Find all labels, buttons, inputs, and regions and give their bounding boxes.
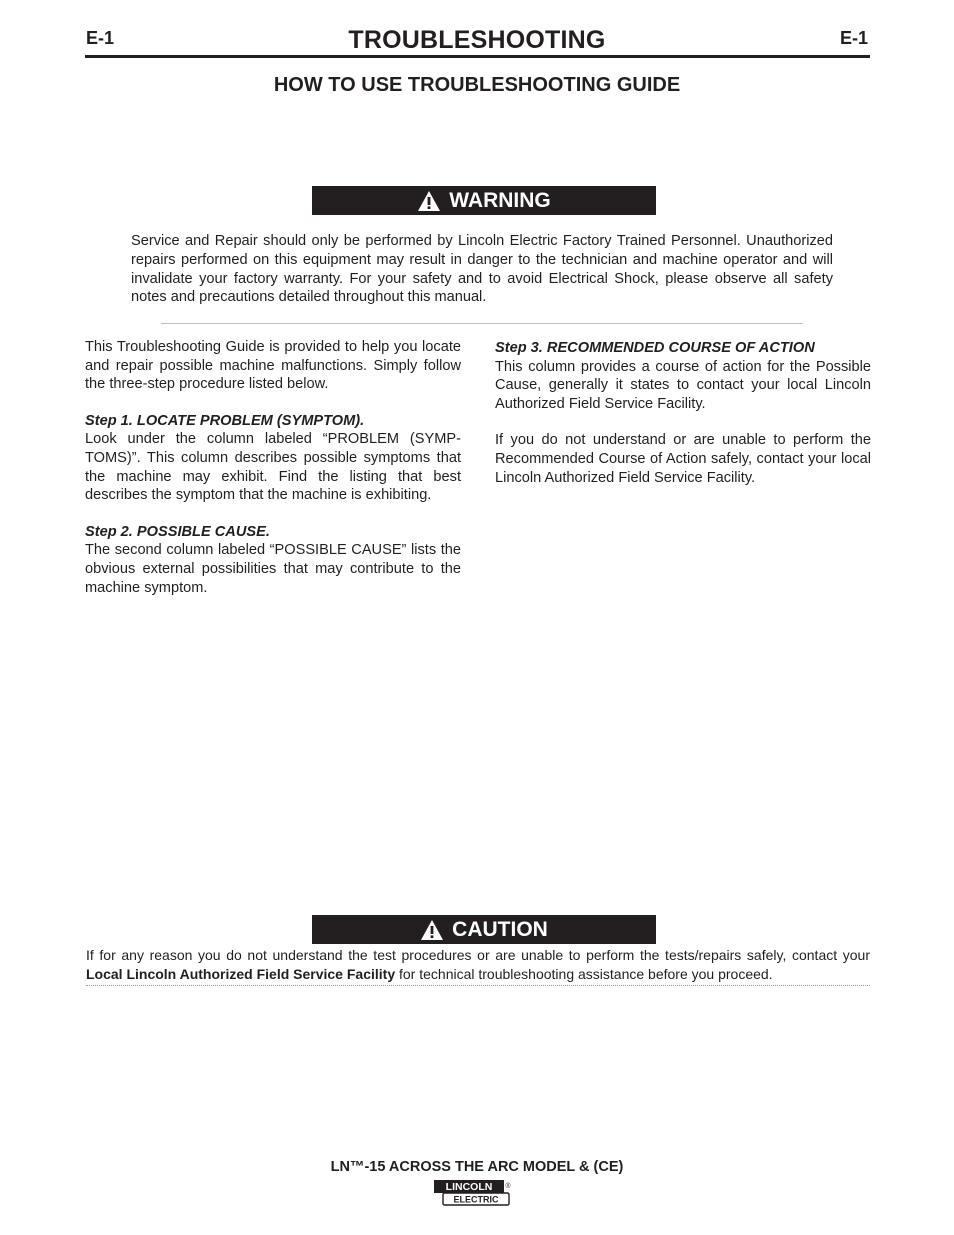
footer-model: LN™-15 ACROSS THE ARC MODEL & (CE) bbox=[330, 1159, 624, 1175]
caution-text-bold: Local Lincoln Authorized Field Service Facility bbox=[86, 966, 396, 982]
lincoln-electric-logo bbox=[433, 1179, 513, 1207]
step-1-body: Look under the column labeled “PROBLEM (SYMP-TOMS)”. This column describes possible symptoms that the machine may exhibit. Find the listing that best describes the symptom that the machine is exhibiting. bbox=[85, 431, 461, 504]
caution-label: CAUTION bbox=[452, 917, 548, 941]
step-2-heading: Step 2. POSSIBLE CAUSE. bbox=[85, 523, 270, 540]
step-3-note: If you do not understand or are unable to perform the Recommended Course of Action safely, contact your local Lincoln Authorized Field Service Facility. bbox=[495, 432, 871, 486]
warning-triangle-icon bbox=[420, 919, 444, 941]
step-3-heading: Step 3. RECOMMENDED COURSE OF ACTION bbox=[495, 340, 815, 356]
page-title: TROUBLESHOOTING bbox=[348, 26, 606, 54]
caution-dotted-rule bbox=[86, 985, 870, 986]
caution-text-after: for technical troubleshooting assistance before you proceed. bbox=[395, 966, 773, 982]
step-1-heading: Step 1. LOCATE PROBLEM (SYMPTOM). bbox=[85, 412, 365, 429]
left-column bbox=[85, 338, 461, 597]
right-column bbox=[495, 339, 871, 487]
warning-banner bbox=[312, 186, 656, 215]
section-divider bbox=[161, 323, 803, 324]
logo-registered-mark: ® bbox=[505, 1183, 511, 1190]
caution-banner bbox=[312, 915, 656, 944]
caution-text bbox=[86, 946, 870, 984]
warning-label: WARNING bbox=[449, 188, 551, 212]
logo-bottom-text: ELECTRIC bbox=[453, 1194, 499, 1205]
warning-triangle-icon bbox=[417, 190, 441, 212]
page-number-right: E-1 bbox=[839, 28, 868, 48]
step-3-body: This column provides a course of action for the Possible Cause, generally it states to contact your local Lincoln Authorized Field Service Facility. bbox=[495, 358, 871, 412]
intro-paragraph: This Troubleshooting Guide is provided to help you locate and repair possible machine malfunctions. Simply follow the three-step procedure listed below. bbox=[85, 339, 461, 393]
section-subtitle: HOW TO USE TROUBLESHOOTING GUIDE bbox=[273, 74, 681, 96]
step-2-body: The second column labeled “POSSIBLE CAUSE” lists the obvious external possibilities that may contribute to the machine symptom. bbox=[85, 542, 461, 596]
header-rule bbox=[85, 55, 870, 58]
logo-top-text: LINCOLN bbox=[445, 1181, 493, 1194]
warning-text: Service and Repair should only be performed by Lincoln Electric Factory Trained Personnel. Unauthorized repairs performed on this equipment may result in danger to the technician and machine operator and will invalidate your factory warranty. For your safety and to avoid Electrical Shock, please observe all safety notes and precautions detailed throughout this manual. bbox=[131, 233, 833, 306]
page-number-left: E-1 bbox=[86, 28, 115, 48]
caution-text-before: If for any reason you do not understand the test procedures or are unable to perform the tests/repairs safely, contact your bbox=[86, 947, 870, 963]
